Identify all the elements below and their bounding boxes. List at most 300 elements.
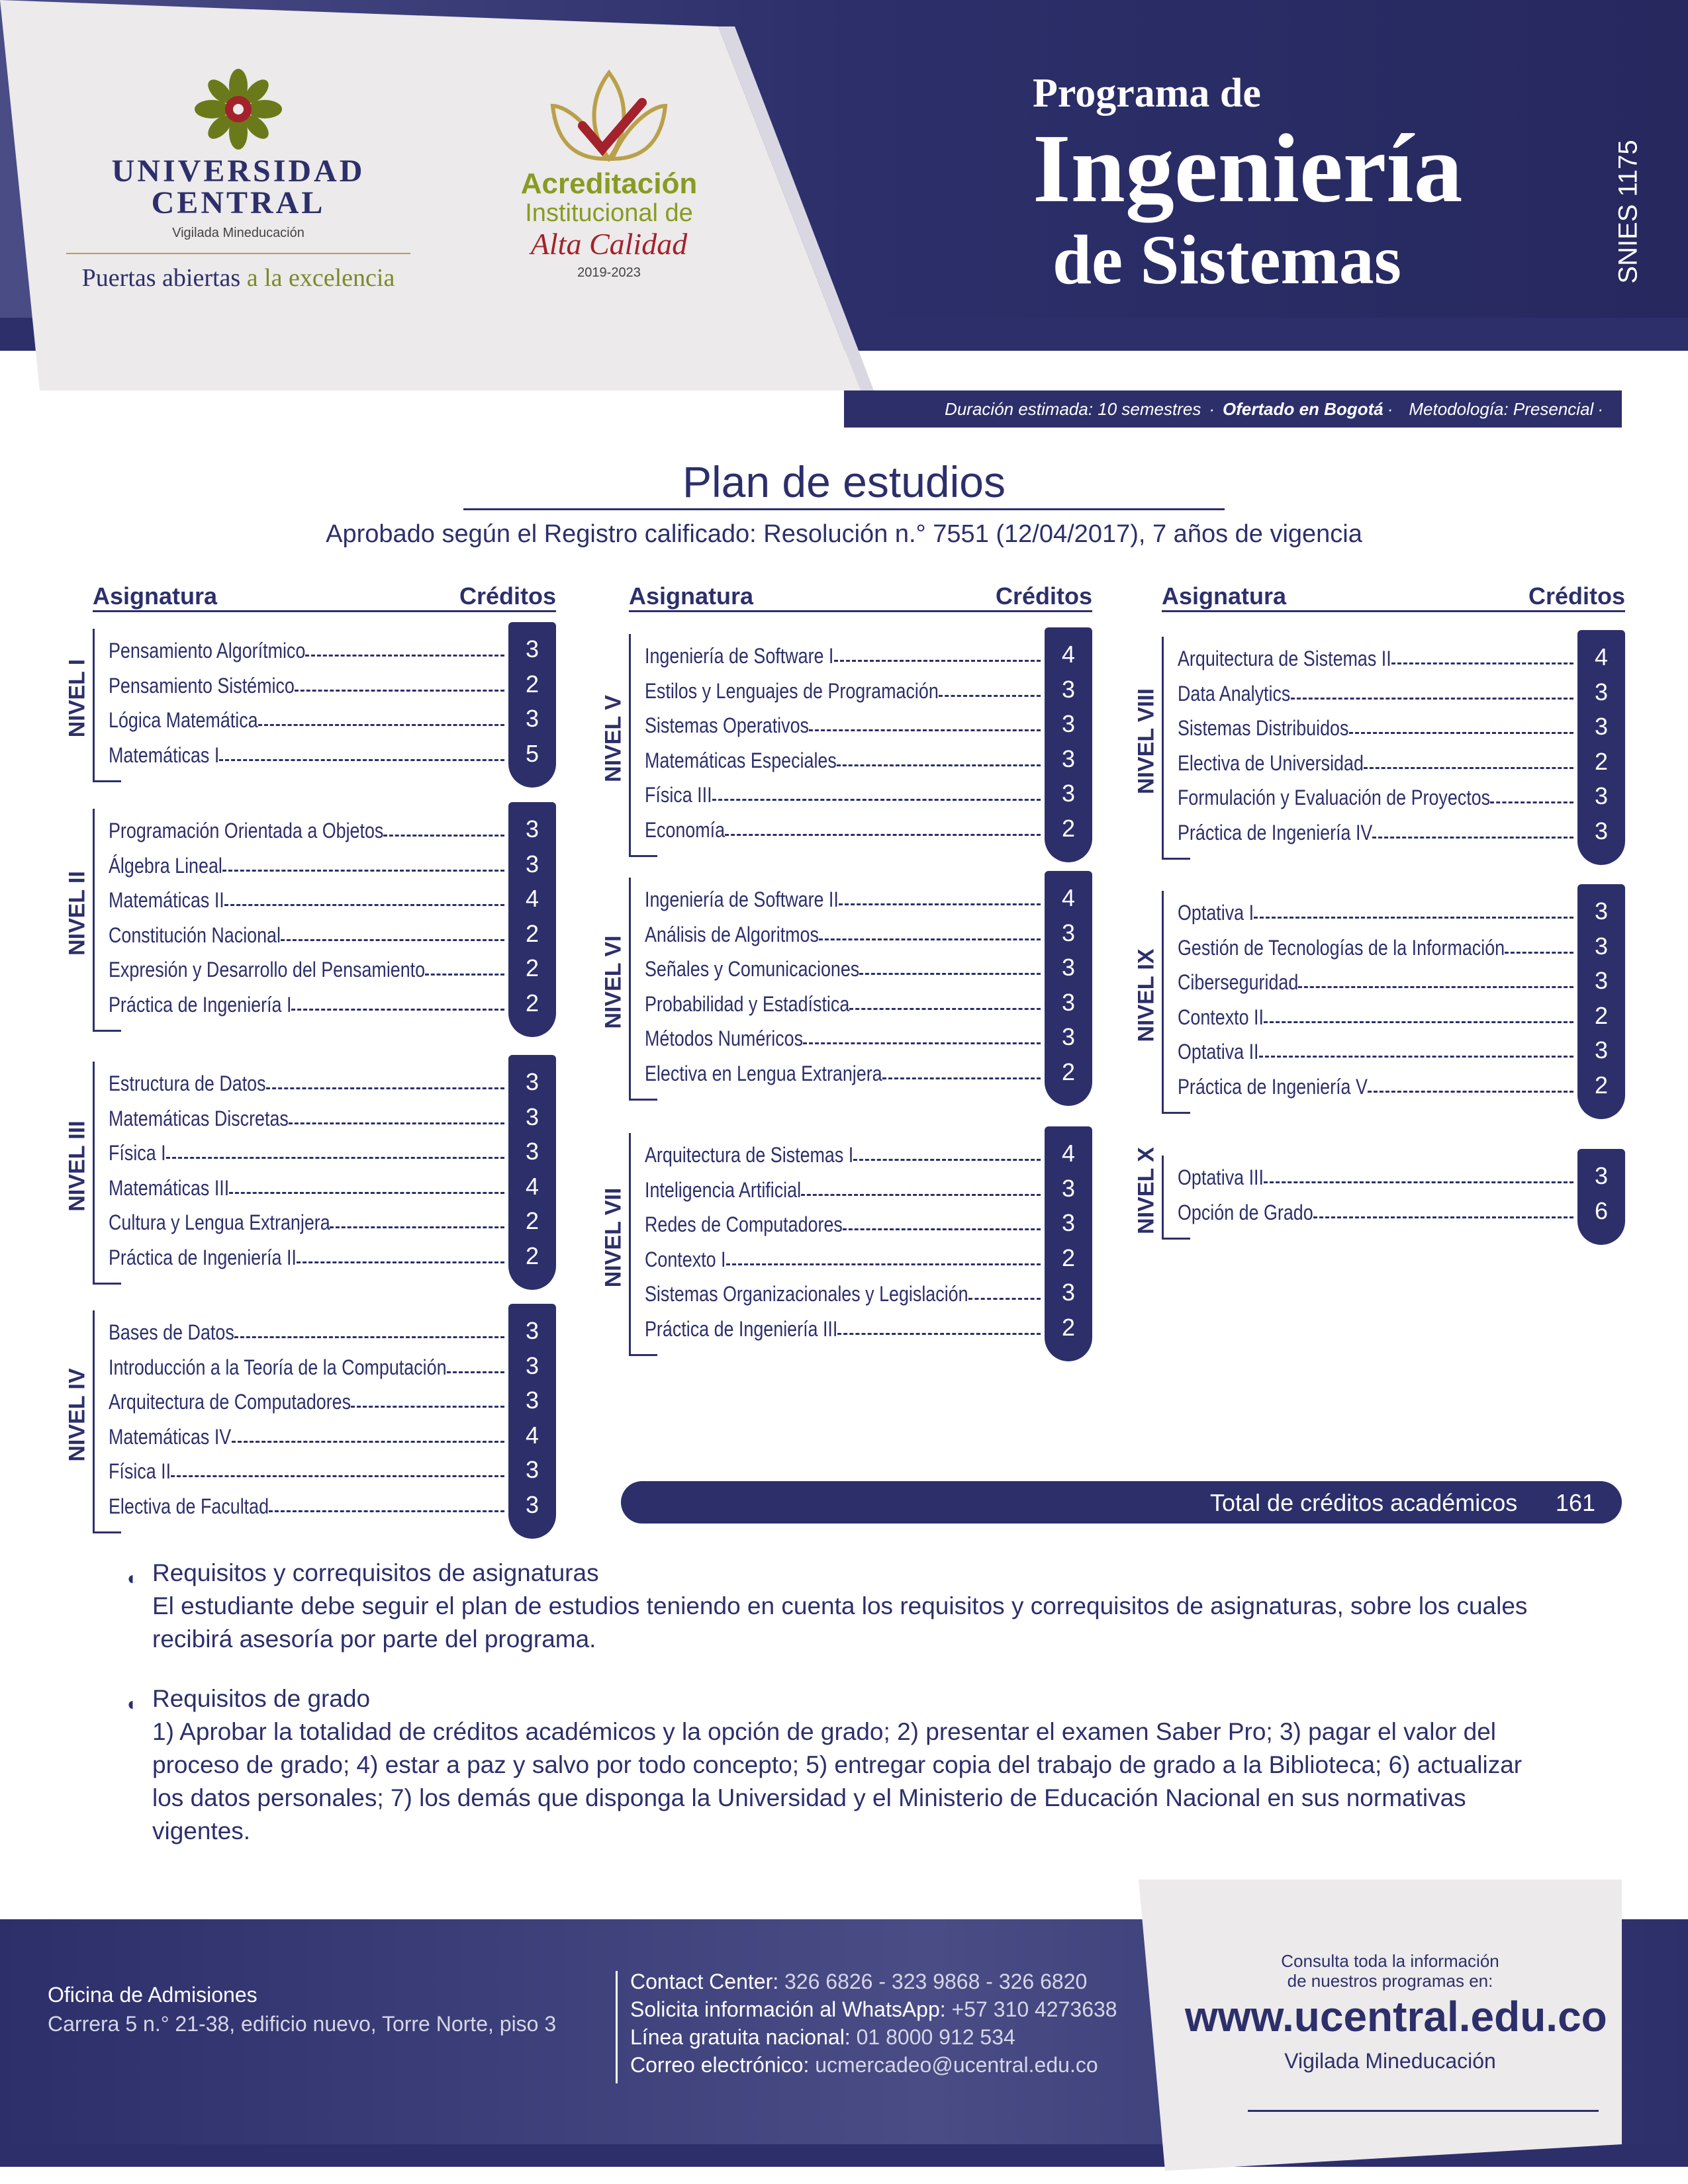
course-credits: 5 [525, 739, 539, 767]
course-name: Ingeniería de Software II [645, 887, 839, 911]
leader-line [1298, 986, 1573, 988]
course-name: Economía [645, 817, 726, 842]
accreditation-line2: Institucional de [525, 199, 693, 227]
course-name: Análisis de Algoritmos [645, 922, 819, 946]
university-logo [53, 66, 424, 293]
course-credits: 3 [1594, 967, 1609, 994]
course-name: Álgebra Lineal [109, 853, 222, 878]
course-name: Ciberseguridad [1178, 970, 1299, 994]
level-label-text: NIVEL VIII [1133, 688, 1159, 794]
leader-line [1313, 1216, 1573, 1218]
level-block [1133, 637, 1625, 845]
course-name: Física I [109, 1141, 166, 1165]
leader-line [1259, 1056, 1573, 1058]
course-credits: 2 [525, 989, 539, 1017]
note-prerequisites [127, 1557, 1556, 1656]
level-block [600, 634, 1092, 842]
footer-rule [1248, 2110, 1599, 2112]
email-link[interactable]: ucmercadeo@ucentral.edu.co [815, 2053, 1098, 2077]
course-row [109, 1131, 556, 1165]
course-row [645, 1307, 1092, 1342]
course-name: Cultura y Lengua Extranjera [109, 1210, 330, 1234]
course-name: Redes de Computadores [645, 1212, 843, 1236]
header-credits: Créditos [995, 582, 1092, 610]
accreditation-line3: Alta Calidad [530, 227, 688, 261]
course-credits: 3 [1061, 780, 1076, 807]
leader-line [939, 695, 1041, 697]
national-line [630, 2025, 1015, 2050]
course-credits: 3 [525, 1456, 539, 1483]
flower-emblem-icon [185, 66, 291, 152]
consult-text [1205, 1951, 1575, 1991]
course-credits: 2 [1594, 1071, 1609, 1099]
course-row [645, 808, 1092, 842]
leader-line [224, 904, 504, 906]
course-name: Pensamiento Algorítmico [109, 639, 306, 662]
course-row [109, 1236, 556, 1270]
total-credits-label: Total de créditos académicos [1210, 1489, 1518, 1516]
course-row [109, 1097, 556, 1131]
level-block [600, 1133, 1092, 1342]
course-name: Lógica Matemática [109, 708, 258, 732]
level-label-text: NIVEL II [64, 870, 90, 956]
course-row [109, 733, 556, 768]
program-title-line3: de Sistemas [1053, 221, 1402, 298]
course-credits: 3 [525, 850, 539, 878]
course-row [645, 1272, 1092, 1306]
leader-line [281, 939, 504, 941]
plan-title-underline [463, 508, 1225, 510]
course-credits: 3 [1061, 1023, 1076, 1050]
course-name: Electiva de Universidad [1178, 751, 1364, 775]
course-name: Pensamiento Sistémico [109, 673, 295, 698]
note-body: El estudiante debe seguir el plan de estudios teniendo en cuenta los requisitos y correquisitos de asignaturas, sobre los cuales recibirá asesoría por parte del programa. [152, 1592, 1528, 1653]
website-link[interactable]: www.ucentral.edu.co [1185, 1993, 1607, 2040]
accreditation-years: 2019-2023 [577, 265, 641, 280]
leader-line [234, 1336, 504, 1338]
course-name: Electiva de Facultad [109, 1494, 269, 1518]
course-row [645, 1168, 1092, 1203]
email-label: Correo electrónico: [630, 2053, 810, 2077]
course-row [109, 1062, 556, 1096]
course-credits: 6 [1594, 1197, 1609, 1224]
course-credits: 4 [525, 885, 539, 912]
header-subject: Asignatura [629, 582, 754, 610]
course-row [109, 698, 556, 733]
leader-line [447, 1371, 504, 1373]
plan-title: Plan de estudios [682, 457, 1006, 506]
leader-line [1264, 1181, 1573, 1183]
program-info-bar [844, 390, 1622, 428]
header-subject: Asignatura [93, 582, 218, 610]
contact-center [630, 1970, 1087, 1994]
bullet-icon: ◐ [127, 1568, 138, 1588]
course-name: Probabilidad y Estadística [645, 991, 850, 1016]
info-separator-3: · [1597, 398, 1603, 419]
course-row [1178, 926, 1625, 960]
course-credits: 3 [1594, 897, 1609, 925]
course-name: Electiva en Lengua Extranjera [645, 1061, 882, 1085]
leader-line [425, 974, 504, 976]
level-label [62, 629, 93, 768]
leader-line [843, 1228, 1041, 1230]
course-credits: 2 [1061, 814, 1076, 842]
level-block [64, 629, 556, 768]
leader-line [834, 660, 1041, 662]
course-row [645, 947, 1092, 981]
whatsapp-label: Solicita información al WhatsApp: [630, 1997, 946, 2021]
course-row [109, 1380, 556, 1414]
level-label [1131, 891, 1162, 1099]
course-row [109, 1449, 556, 1484]
level-label [598, 1133, 629, 1342]
course-name: Sistemas Operativos [645, 713, 809, 737]
accreditation-line1: Acreditación [520, 167, 698, 200]
course-row [645, 739, 1092, 773]
level-block [64, 809, 556, 1017]
leader-line [837, 1333, 1041, 1335]
course-credits: 3 [1061, 1209, 1076, 1236]
course-credits: 2 [525, 670, 539, 698]
course-row [109, 1166, 556, 1201]
leader-line [266, 1087, 504, 1089]
course-row [109, 983, 556, 1017]
course-credits: 3 [1061, 710, 1076, 737]
leader-line [725, 834, 1041, 836]
level-label-text: NIVEL I [64, 659, 90, 738]
course-name: Práctica de Ingeniería V [1178, 1074, 1368, 1099]
level-label [1131, 1146, 1162, 1234]
contact-center-value: 326 6826 - 323 9868 - 326 6820 [784, 1970, 1088, 1993]
course-row [645, 704, 1092, 738]
course-credits: 4 [1061, 641, 1076, 668]
course-name: Matemáticas Discretas [109, 1106, 289, 1130]
course-name: Estilos y Lenguajes de Programación [645, 678, 939, 703]
admissions-address: Carrera 5 n.° 21-38, edificio nuevo, Torre Norte, piso 3 [48, 2012, 557, 2036]
course-credits: 2 [1594, 747, 1609, 775]
course-row [1178, 672, 1625, 706]
course-row [109, 664, 556, 698]
course-credits: 3 [1594, 678, 1609, 705]
course-name: Práctica de Ingeniería II [109, 1245, 297, 1269]
course-credits: 3 [525, 1068, 539, 1095]
contact-center-label: Contact Center: [630, 1970, 779, 1993]
course-credits: 3 [525, 1387, 539, 1414]
course-name: Matemáticas Especiales [645, 748, 837, 772]
course-credits: 3 [1061, 1174, 1076, 1202]
course-name: Opción de Grado [1178, 1200, 1313, 1224]
leader-line [305, 655, 504, 657]
leader-line [229, 1192, 504, 1194]
level-label-text: NIVEL VII [600, 1187, 626, 1287]
course-credits: 2 [525, 919, 539, 947]
course-name: Bases de Datos [109, 1320, 234, 1344]
header-credits: Créditos [459, 582, 556, 610]
course-credits: 2 [525, 954, 539, 981]
national-line-label: Línea gratuita nacional: [630, 2025, 851, 2049]
note-title: Requisitos y correquisitos de asignaturas [152, 1559, 599, 1586]
course-row [1178, 776, 1625, 810]
course-row [1178, 891, 1625, 925]
course-credits: 3 [525, 705, 539, 732]
course-row [109, 1310, 556, 1345]
course-name: Estructura de Datos [109, 1071, 266, 1095]
course-name: Matemáticas I [109, 743, 220, 767]
column-header-2 [629, 577, 1092, 612]
course-name: Sistemas Organizacionales y Legislación [645, 1282, 968, 1306]
course-credits: 3 [1594, 932, 1609, 960]
course-credits: 3 [525, 1138, 539, 1165]
course-row [645, 1133, 1092, 1167]
leader-line [1291, 698, 1573, 700]
leader-line [809, 729, 1041, 731]
course-name: Optativa I [1178, 901, 1254, 925]
level-label-text: NIVEL VI [600, 934, 626, 1029]
course-row [1178, 741, 1625, 776]
leader-line [1254, 917, 1573, 919]
course-name: Métodos Numéricos [645, 1026, 804, 1050]
consult-line1: Consulta toda la información [1281, 1951, 1499, 1971]
leader-line [853, 1159, 1041, 1161]
course-credits: 3 [1061, 745, 1076, 772]
course-row [109, 629, 556, 663]
consult-line2: de nuestros programas en: [1287, 1971, 1493, 1991]
email-contact [630, 2053, 1098, 2077]
course-credits: 3 [1594, 1162, 1609, 1189]
leader-line [383, 835, 504, 837]
course-row [1178, 1030, 1625, 1064]
course-name: Arquitectura de Computadores [109, 1390, 352, 1414]
course-name: Sistemas Distribuidos [1178, 716, 1349, 740]
course-row [645, 634, 1092, 668]
course-credits: 3 [525, 635, 539, 662]
motto-part-a: Puertas abiertas [81, 264, 241, 292]
course-name: Matemáticas III [109, 1175, 230, 1200]
course-credits: 4 [525, 1172, 539, 1200]
level-label [62, 809, 93, 1017]
course-name: Inteligencia Artificial [645, 1177, 802, 1202]
level-block [1133, 1146, 1625, 1234]
course-row [109, 1201, 556, 1235]
accreditation-leaf-icon [526, 66, 692, 165]
university-vigilada: Vigilada Mineducación [172, 226, 305, 240]
leader-line [837, 764, 1041, 766]
leader-line [726, 1263, 1041, 1265]
leader-line [1368, 1091, 1573, 1093]
leader-line [859, 973, 1041, 975]
course-row [109, 809, 556, 843]
info-separator-2: · [1387, 398, 1393, 419]
course-row [109, 878, 556, 913]
course-row [645, 913, 1092, 947]
course-name: Matemáticas II [109, 888, 224, 912]
leader-line [1364, 767, 1573, 769]
course-credits: 2 [1061, 1244, 1076, 1271]
course-name: Práctica de Ingeniería IV [1178, 820, 1373, 844]
course-name: Contexto I [645, 1247, 726, 1271]
note-title: Requisitos de grado [152, 1685, 371, 1712]
header-credits: Créditos [1528, 582, 1625, 610]
info-separator-1: · [1209, 398, 1215, 419]
course-name: Matemáticas IV [109, 1424, 232, 1449]
course-name: Optativa II [1178, 1040, 1259, 1064]
leader-line [849, 1008, 1041, 1010]
note-graduation-requirements [127, 1682, 1556, 1848]
course-credits: 2 [525, 1207, 539, 1234]
column-header-3 [1162, 577, 1625, 612]
leader-line [295, 690, 504, 692]
course-credits: 3 [1061, 919, 1076, 946]
level-block [600, 878, 1092, 1086]
course-credits: 3 [1061, 954, 1076, 981]
leader-line [222, 870, 504, 872]
motto-part-b: a la excelencia [246, 264, 395, 292]
course-row [1178, 960, 1625, 995]
leader-line [801, 1194, 1041, 1196]
course-row [645, 982, 1092, 1017]
course-row [1178, 995, 1625, 1030]
course-name: Optativa III [1178, 1165, 1264, 1189]
leader-line [882, 1077, 1041, 1079]
duration-text: Duración estimada: 10 semestres [945, 398, 1201, 419]
course-row [645, 1203, 1092, 1237]
course-credits: 2 [525, 1242, 539, 1269]
course-credits: 3 [525, 1490, 539, 1518]
course-credits: 2 [1061, 1058, 1076, 1085]
course-name: Arquitectura de Sistemas II [1178, 647, 1391, 670]
course-row [109, 948, 556, 982]
header-subject: Asignatura [1162, 582, 1287, 610]
course-row [109, 913, 556, 948]
leader-line [1490, 801, 1573, 803]
leader-line [1372, 837, 1573, 839]
admissions-office: Oficina de Admisiones [48, 1983, 258, 2007]
level-label-text: NIVEL X [1133, 1146, 1159, 1234]
note-body: 1) Aprobar la totalidad de créditos académicos y la opción de grado; 2) presentar el examen Saber Pro; 3) pagar el valor del proceso de grado; 4) estar a paz y salvo por todo concepto; 5) entregar copia del trabajo de grado a la Biblioteca; 6) actualizar los datos personales; 7) los demás que disponga la Universidad y el Ministerio de Educación Nacional en sus normativas vigentes. [152, 1718, 1523, 1844]
university-motto [53, 263, 424, 293]
leader-line [712, 799, 1041, 801]
course-credits: 3 [1061, 1279, 1076, 1306]
footer-vigilada: Vigilada Mineducación [1284, 2049, 1496, 2073]
course-name: Arquitectura de Sistemas I [645, 1143, 854, 1167]
methodology-text: Metodología: Presencial [1409, 398, 1594, 419]
course-row [645, 878, 1092, 912]
level-label [598, 634, 629, 842]
motto-divider [66, 253, 410, 254]
level-label [1131, 637, 1162, 845]
university-name-line1: UNIVERSIDAD [111, 154, 365, 189]
course-row [109, 844, 556, 878]
university-name-line2: CENTRAL [151, 185, 326, 220]
leader-line [258, 724, 504, 726]
course-row [109, 1415, 556, 1449]
leader-line [232, 1441, 504, 1443]
leader-line [1264, 1021, 1573, 1023]
leader-line [269, 1510, 504, 1512]
course-credits: 3 [1594, 817, 1609, 844]
level-label [598, 878, 629, 1086]
course-name: Física II [109, 1459, 171, 1483]
level-block [64, 1062, 556, 1270]
leader-line [166, 1157, 504, 1159]
course-credits: 3 [525, 815, 539, 842]
leader-line [968, 1298, 1041, 1300]
plan-subtitle: Aprobado según el Registro calificado: Resolución n.° 7551 (12/04/2017), 7 años de vigencia [326, 520, 1362, 548]
course-name: Data Analytics [1178, 681, 1291, 705]
course-name: Práctica de Ingeniería III [645, 1316, 838, 1341]
course-name: Formulación y Evaluación de Proyectos [1178, 786, 1491, 809]
leader-line [330, 1226, 504, 1228]
snies-code [1609, 126, 1648, 298]
leader-line [1349, 732, 1573, 734]
whatsapp-value: +57 310 4273638 [951, 1997, 1117, 2021]
course-name: Constitución Nacional [109, 923, 281, 947]
level-label-text: NIVEL IV [64, 1367, 90, 1462]
leader-line [297, 1261, 504, 1263]
course-row [1178, 1156, 1625, 1190]
course-name: Expresión y Desarrollo del Pensamiento [109, 958, 426, 981]
course-credits: 3 [1594, 713, 1609, 740]
course-credits: 4 [525, 1421, 539, 1449]
program-title-line1: Programa de [1033, 71, 1261, 116]
course-credits: 3 [1594, 1036, 1609, 1064]
leader-line [1391, 662, 1573, 664]
course-credits: 3 [525, 1103, 539, 1130]
leader-line [219, 759, 504, 761]
location-text: Ofertado en Bogotá [1223, 398, 1383, 419]
leader-line [351, 1406, 504, 1408]
course-name: Práctica de Ingeniería I [109, 992, 292, 1017]
course-row [645, 1238, 1092, 1272]
course-credits: 3 [1061, 988, 1076, 1016]
course-credits: 2 [1061, 1313, 1076, 1341]
leader-line [171, 1475, 504, 1477]
course-row [645, 1052, 1092, 1086]
whatsapp-contact [630, 1997, 1117, 2022]
accreditation-badge [490, 66, 728, 281]
course-row [109, 1345, 556, 1380]
program-title-line2: Ingeniería [1033, 114, 1463, 223]
course-row [109, 1484, 556, 1519]
course-row [645, 773, 1092, 807]
leader-line [1505, 952, 1573, 954]
course-row [1178, 706, 1625, 741]
total-credits-bar [621, 1481, 1622, 1524]
level-label [62, 1310, 93, 1519]
total-credits-value: 161 [1555, 1489, 1595, 1516]
leader-line [819, 938, 1041, 940]
course-row [1178, 637, 1625, 671]
level-label-text: NIVEL V [600, 694, 626, 782]
course-credits: 4 [1061, 884, 1076, 911]
course-name: Ingeniería de Software I [645, 644, 834, 668]
course-name: Contexto II [1178, 1005, 1264, 1029]
snies-text: SNIES 1175 [1613, 140, 1643, 284]
course-name: Programación Orientada a Objetos [109, 819, 384, 842]
level-block [64, 1310, 556, 1519]
course-name: Gestión de Tecnologías de la Información [1178, 935, 1505, 960]
level-block [1133, 891, 1625, 1099]
course-credits: 2 [1594, 1001, 1609, 1029]
course-credits: 3 [1061, 675, 1076, 703]
course-credits: 3 [525, 1317, 539, 1344]
leader-line [289, 1122, 504, 1124]
leader-line [803, 1042, 1041, 1044]
course-name: Física III [645, 783, 712, 807]
footer-divider [616, 1971, 618, 2083]
leader-line [291, 1009, 504, 1011]
course-row [1178, 811, 1625, 845]
